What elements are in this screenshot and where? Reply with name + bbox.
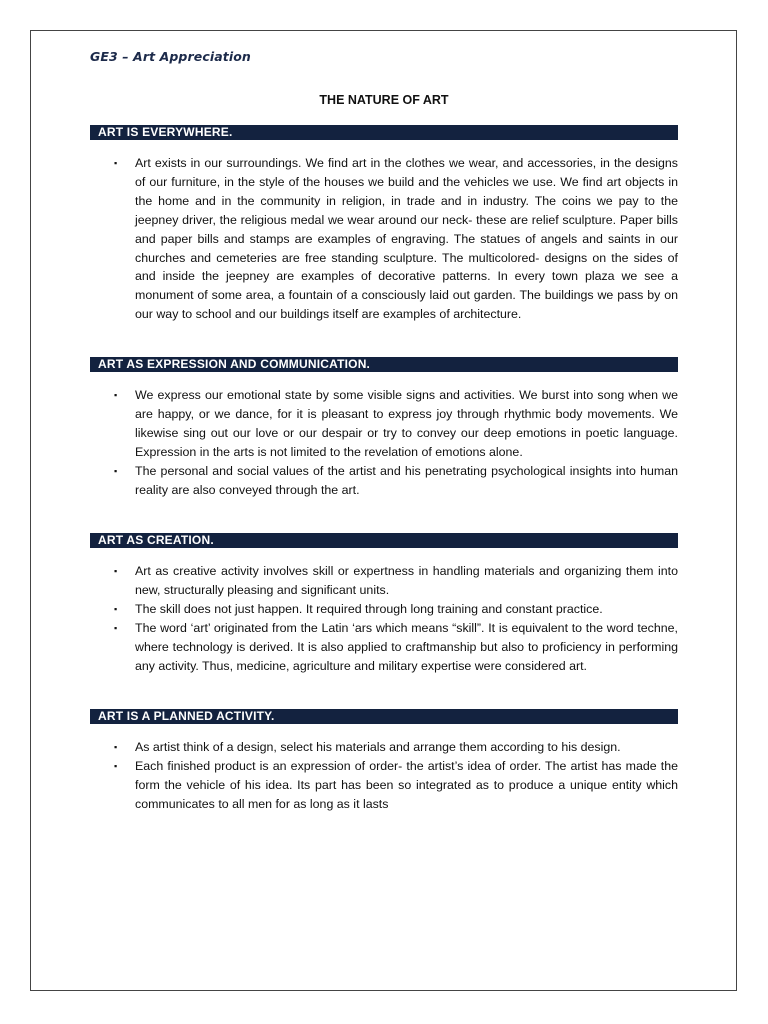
list-item [90,386,678,462]
section-expression-and-communication [90,357,678,499]
section-heading: ART IS EVERYWHERE. [90,125,678,140]
bullet-icon: ▪ [114,742,118,752]
bullet-icon: ▪ [114,622,118,633]
section-heading: ART AS CREATION. [90,533,678,548]
bullet-icon: ▪ [114,158,118,168]
list-item-text: Art exists in our surroundings. We find art in the clothes we wear, and accessories, in the designs of our furniture, in the style of the houses we build and the vehicles we use. We find art objects in the home and in the community in religion, in trade and in industry. The coins we pay to the jeepney driver, the religious medal we wear around our neck- these are relief sculpture. Paper bills and paper bills and stamps are examples of engraving. The statues of angels and saints in our churches and cemeteries are free standing sculpture. The multicolored- designs on the sides of and inside the jeepney are examples of decorative patterns. In every town plaza we see a monument of some area, a fountain of a consciously laid out garden. The buildings we pass by on our way to school and our buildings itself are examples of architecture. [135,156,678,322]
list-item-text: The personal and social values of the artist and his penetrating psychological insights into human reality are also conveyed through the art. [135,463,678,497]
course-header: GE3 – Art Appreciation [90,49,251,64]
list-item-text: The word ‘art’ originated from the Latin ‘ars which means “skill”. It is equivalent to the word techne, where technology is derived. It is also applied to craftmanship but also to proficiency in performing any activity. Thus, medicine, agriculture and military expertise were considered art. [135,620,678,673]
list-item [90,462,678,500]
list-item-text: The skill does not just happen. It required through long training and constant practice. [135,601,603,616]
list-item [90,757,678,814]
bullet-list [90,154,678,324]
list-item-text: Each finished product is an expression of order- the artist’s idea of order. The artist has made the form the vehicle of his idea. Its part has been so integrated as to produce a unique entity which communicates to all men for as long as it lasts [135,758,678,811]
list-item [90,562,678,600]
bullet-list [90,386,678,499]
section-heading: ART IS A PLANNED ACTIVITY. [90,709,678,724]
list-item [90,154,678,324]
list-item [90,619,678,676]
bullet-icon: ▪ [114,566,118,576]
list-item-text: Art as creative activity involves skill or expertness in handling materials and organizing them into new, structurally pleasing and significant units. [135,564,678,597]
section-art-as-creation [90,533,678,675]
bullet-list [90,562,678,675]
section-planned-activity [90,709,678,814]
bullet-icon: ▪ [114,760,118,771]
bullet-list [90,738,678,814]
list-item [90,600,678,619]
bullet-icon: ▪ [114,390,118,400]
section-heading: ART AS EXPRESSION AND COMMUNICATION. [90,357,678,372]
list-item-text: We express our emotional state by some visible signs and activities. We burst into song when we are happy, or we dance, for it is pleasant to express joy through rhythmic body movements. We likewise sing out our love or our despair or try to convey our deep emotions in poetic language. Expression in the arts is not limited to the revelation of emotions alone. [135,388,678,459]
list-item [90,738,678,757]
bullet-icon: ▪ [114,465,118,476]
bullet-icon: ▪ [114,603,118,614]
document-title: THE NATURE OF ART [319,93,449,107]
section-art-is-everywhere [90,125,678,324]
list-item-text: As artist think of a design, select his materials and arrange them according to his design. [135,740,621,754]
